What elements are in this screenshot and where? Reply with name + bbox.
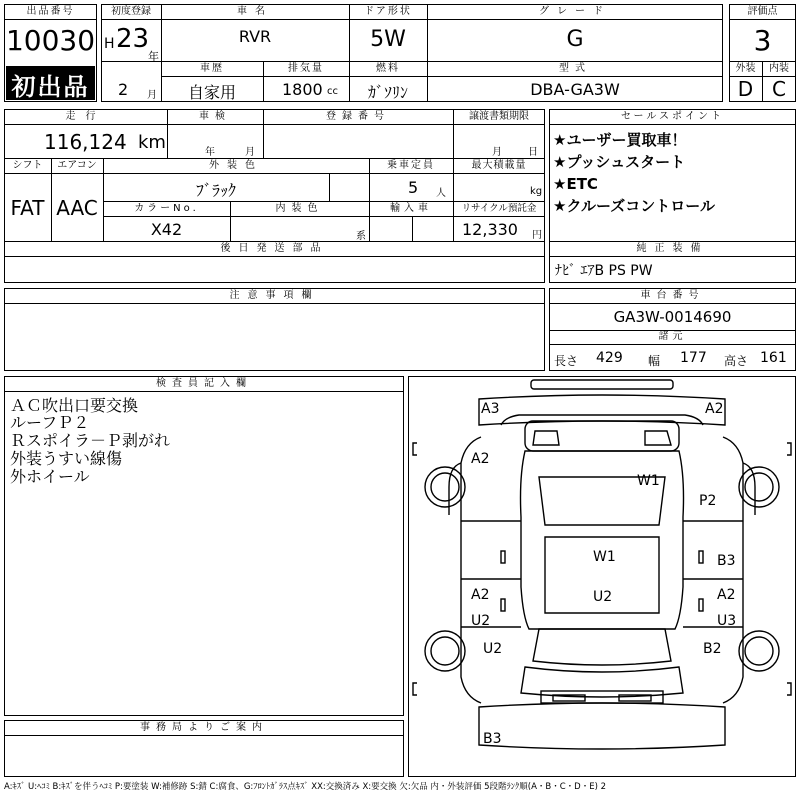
- car-name: RVR: [238, 27, 272, 46]
- mark-right-rear-door-2: U3: [717, 613, 737, 629]
- shift-label: シフト: [12, 160, 43, 171]
- length-label: 長さ: [554, 354, 579, 368]
- inspection-month-unit: 月: [245, 147, 255, 158]
- width-label: 幅: [648, 354, 661, 368]
- car-name-label: 車名: [237, 6, 273, 17]
- color-no-label: カラーNo.: [134, 203, 199, 214]
- ext-color-label: 外装色: [209, 160, 263, 171]
- load-unit: kg: [530, 186, 543, 197]
- model: DBA-GA3W: [530, 80, 620, 99]
- recycle-unit: 円: [532, 230, 542, 241]
- year-unit: 年: [148, 50, 159, 63]
- shift: FAT: [10, 196, 45, 220]
- reg-month: 2: [118, 80, 129, 99]
- sales-points-label: セールスポイント: [620, 111, 725, 122]
- inspector-line-2: ルーフＰ２: [10, 413, 90, 432]
- displacement: 1800: [282, 80, 323, 99]
- equipment-label: 純正装備: [636, 243, 709, 254]
- grade-label: グレード: [539, 6, 611, 17]
- color-no: X42: [150, 220, 183, 239]
- door-label: ドア形状: [364, 6, 412, 17]
- reg-year: 23: [116, 24, 150, 54]
- transfer-month-unit: 月: [492, 147, 502, 158]
- mileage-unit: km: [138, 132, 166, 153]
- mark-right-rear-door: A2: [717, 587, 736, 603]
- mark-left-fender: A2: [471, 451, 490, 467]
- load-label: 最大積載量: [471, 160, 527, 171]
- inspection-label: 車検: [199, 111, 231, 122]
- fuel-label: 燃料: [376, 63, 400, 74]
- displacement-unit: cc: [327, 86, 338, 97]
- sales-point-2: ★プッシュスタート: [553, 153, 686, 171]
- mark-left-front-door-2: U2: [471, 613, 491, 629]
- displacement-label: 排気量: [288, 63, 324, 74]
- inspector-line-3: Ｒスポイラ－Ｐ剥がれ: [10, 431, 171, 450]
- mark-left-front-door: A2: [471, 587, 490, 603]
- capacity: 5: [408, 178, 419, 197]
- import-label: 輸入車: [390, 203, 432, 214]
- chassis-label: 車台番号: [640, 290, 705, 301]
- ac-label: エアコン: [57, 160, 97, 171]
- office-label: 事務局よりご案内: [140, 722, 268, 733]
- transfer-day-unit: 日: [528, 147, 538, 158]
- length: 429: [596, 350, 623, 366]
- recycle-label: リサイクル預託金: [461, 203, 537, 214]
- score-label: 評価点: [747, 6, 778, 17]
- sales-point-4: ★クルーズコントロール: [553, 197, 715, 215]
- mileage: 116,124: [44, 130, 127, 154]
- inspection-year-unit: 年: [205, 147, 215, 158]
- int-color-label: 内装色: [275, 203, 324, 214]
- later-parts-label: 後日発送部品: [220, 243, 329, 254]
- grade: G: [566, 27, 584, 52]
- lot-no-label: 出品番号: [26, 6, 75, 17]
- capacity-label: 乗車定員: [387, 160, 435, 171]
- interior-grade: C: [772, 77, 786, 101]
- inspector-line-5: 外ホイール: [10, 467, 90, 486]
- ext-color: ﾌﾞﾗｯｸ: [195, 181, 236, 200]
- mark-front-left: A3: [481, 401, 500, 417]
- reg-no-label: 登録番号: [326, 111, 390, 122]
- width: 177: [680, 350, 707, 366]
- inspector-label: 検査員記入欄: [156, 378, 252, 389]
- exterior-grade: D: [737, 77, 754, 101]
- lot-no: 10030: [5, 24, 96, 57]
- ac: AAC: [56, 196, 98, 220]
- mark-right-fender: P2: [699, 493, 717, 509]
- first-reg-label: 初度登録: [111, 6, 151, 17]
- mark-rear: B3: [483, 731, 502, 747]
- score: 3: [753, 24, 772, 57]
- chassis-no: GA3W-0014690: [613, 308, 732, 326]
- history: 自家用: [187, 83, 236, 102]
- mark-left-rear: U2: [483, 641, 503, 657]
- mark-right-front-door: B3: [717, 553, 736, 569]
- height: 161: [760, 350, 787, 366]
- interior-label: 内装: [769, 63, 789, 74]
- inspector-line-1: ＡＣ吹出口要交換: [10, 396, 139, 415]
- history-label: 車歴: [200, 63, 224, 74]
- height-label: 高さ: [724, 354, 749, 368]
- car-outline: [409, 377, 795, 776]
- door-type: 5W: [370, 27, 406, 52]
- sales-point-1: ★ユーザー買取車！: [553, 131, 687, 149]
- mark-right-rear: B2: [703, 641, 722, 657]
- equipment-value: ﾅﾋﾞ ｴｱB PS PW: [555, 263, 653, 279]
- era: H: [104, 36, 115, 52]
- recycle-fee: 12,330: [462, 220, 518, 239]
- inspector-line-4: 外装うすい線傷: [10, 449, 123, 468]
- spec-label: 諸元: [658, 331, 687, 342]
- sales-point-3: ★ETC: [553, 175, 598, 193]
- notes-label: 注意事項欄: [229, 290, 320, 301]
- model-label: 型式: [559, 63, 591, 74]
- capacity-unit: 人: [436, 188, 446, 199]
- mark-center: U2: [593, 589, 613, 605]
- first-listing-label: 初出品: [11, 73, 90, 101]
- car-diagram: [408, 376, 796, 777]
- legend-footer: A:ｷｽﾞ U:ﾍｺﾐ B:ｷｽﾞを伴うﾍｺﾐ P:要塗装 W:補修跡 S:錆 C:腐食、G:ﾌﾛﾝﾄｶﾞﾗｽ点ｷｽﾞ XX:交換済み X:要交換 欠:欠品 内・外装評価 5段階ﾗﾝｸ順(A・B・C・D・E) 2: [4, 782, 607, 792]
- transfer-label: 譲渡書類期限: [469, 111, 529, 122]
- int-color-unit: 系: [356, 231, 366, 242]
- mark-front-right: A2: [705, 401, 724, 417]
- fuel: ｶﾞｿﾘﾝ: [367, 83, 408, 102]
- mark-windshield: W1: [593, 549, 616, 565]
- exterior-label: 外装: [735, 63, 756, 74]
- month-unit: 月: [147, 90, 157, 101]
- mark-roof: W1: [637, 473, 660, 489]
- mileage-label: 走行: [65, 111, 106, 122]
